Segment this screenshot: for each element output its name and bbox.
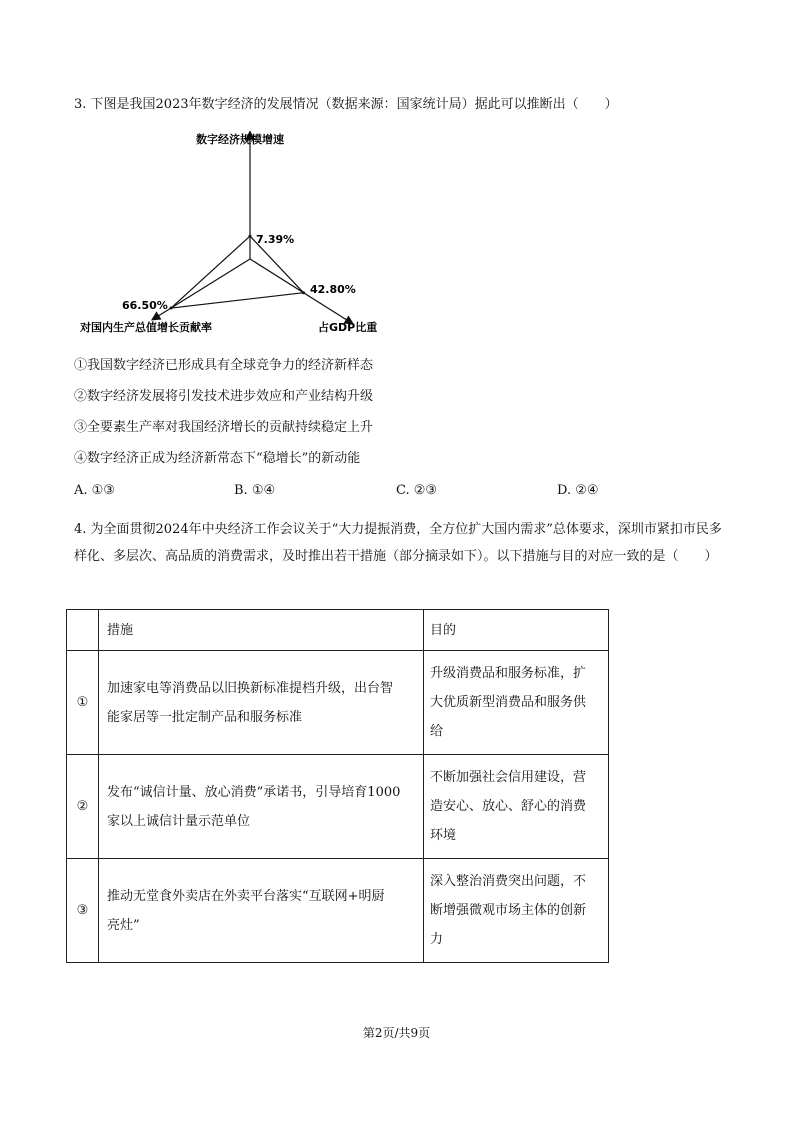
q3-statement-3: ③全要素生产率对我国经济增长的贡献持续稳定上升	[74, 420, 374, 435]
q3-radar-chart	[60, 125, 420, 345]
axis-right-label: 占GDP比重	[318, 321, 378, 334]
table-header-index	[67, 610, 99, 651]
row-measure	[99, 755, 424, 859]
goal-line: 给	[430, 724, 444, 739]
measure-line: 能家居等一批定制产品和服务标准	[107, 709, 303, 725]
measure-line: 加速家电等消费品以旧换新标准提档升级，出台智	[107, 680, 394, 696]
row-goal	[424, 859, 609, 963]
radar-series-polygon	[171, 236, 303, 308]
table-row	[67, 651, 609, 755]
q3-statement-2: ②数字经济发展将引发技术进步效应和产业结构升级	[74, 389, 374, 404]
goal-line: 断增强微观市场主体的创新	[430, 903, 587, 918]
value-top-label: 7.39%	[256, 233, 295, 246]
goal-line: 深入整治消费突出问题，不	[430, 874, 587, 889]
table-header-measure: 措施	[99, 610, 424, 651]
q3-stem: 3. 下图是我国2023年数字经济的发展情况（数据来源：国家统计局）据此可以推断出（ ）	[74, 97, 618, 112]
q3-option-d[interactable]: D. ②④	[557, 483, 599, 498]
measure-line: 推动无堂食外卖店在外卖平台落实“互联网+明厨	[107, 888, 385, 904]
goal-line: 大优质新型消费品和服务供	[430, 695, 587, 710]
q4-stem: 4. 为全面贯彻2024年中央经济工作会议关于“大力提振消费，全方位扩大国内需求”总体要求，深圳市紧扣市民多样化、多层次、高品质的消费需求，及时推出若干措施（部分摘录如下）。以下措施与目的对应一致的是（ ）	[74, 522, 722, 564]
value-left-label: 66.50%	[122, 299, 168, 312]
goal-line: 力	[430, 932, 444, 947]
table-header-row	[67, 610, 609, 651]
goal-line: 环境	[430, 828, 457, 843]
row-measure	[99, 651, 424, 755]
axis-left-label: 对国内生产总值增长贡献率	[80, 321, 212, 334]
row-index: ①	[67, 651, 99, 755]
radar-point-0	[249, 235, 252, 238]
table-header-goal: 目的	[424, 610, 609, 651]
value-right-label: 42.80%	[310, 283, 356, 296]
measure-line: 亮灶”	[107, 917, 140, 933]
q4-table	[66, 609, 609, 963]
page-footer: 第2页/共9页	[362, 1026, 431, 1040]
table-row	[67, 755, 609, 859]
radar-point-2	[170, 307, 173, 310]
q3-option-a[interactable]: A. ①③	[74, 483, 115, 498]
row-index: ②	[67, 755, 99, 859]
row-goal	[424, 755, 609, 859]
goal-line: 造安心、放心、舒心的消费	[430, 799, 587, 814]
row-measure	[99, 859, 424, 963]
row-goal	[424, 651, 609, 755]
measure-line: 发布“诚信计量、放心消费”承诺书，引导培育1000	[107, 784, 401, 800]
table-row	[67, 859, 609, 963]
goal-line: 升级消费品和服务标准，扩	[430, 666, 587, 681]
axis-line-left	[155, 259, 250, 318]
measure-line: 家以上诚信计量示范单位	[107, 813, 251, 829]
q3-statement-1: ①我国数字经济已形成具有全球竞争力的经济新样态	[74, 358, 374, 373]
row-index: ③	[67, 859, 99, 963]
radar-point-1	[302, 291, 305, 294]
goal-line: 不断加强社会信用建设，营	[430, 770, 587, 785]
q3-statement-4: ④数字经济正成为经济新常态下“稳增长”的新动能	[74, 451, 361, 466]
q3-option-c[interactable]: C. ②③	[396, 483, 438, 498]
q3-option-b[interactable]: B. ①④	[234, 483, 276, 498]
axis-top-label: 数字经济规模增速	[196, 133, 284, 146]
